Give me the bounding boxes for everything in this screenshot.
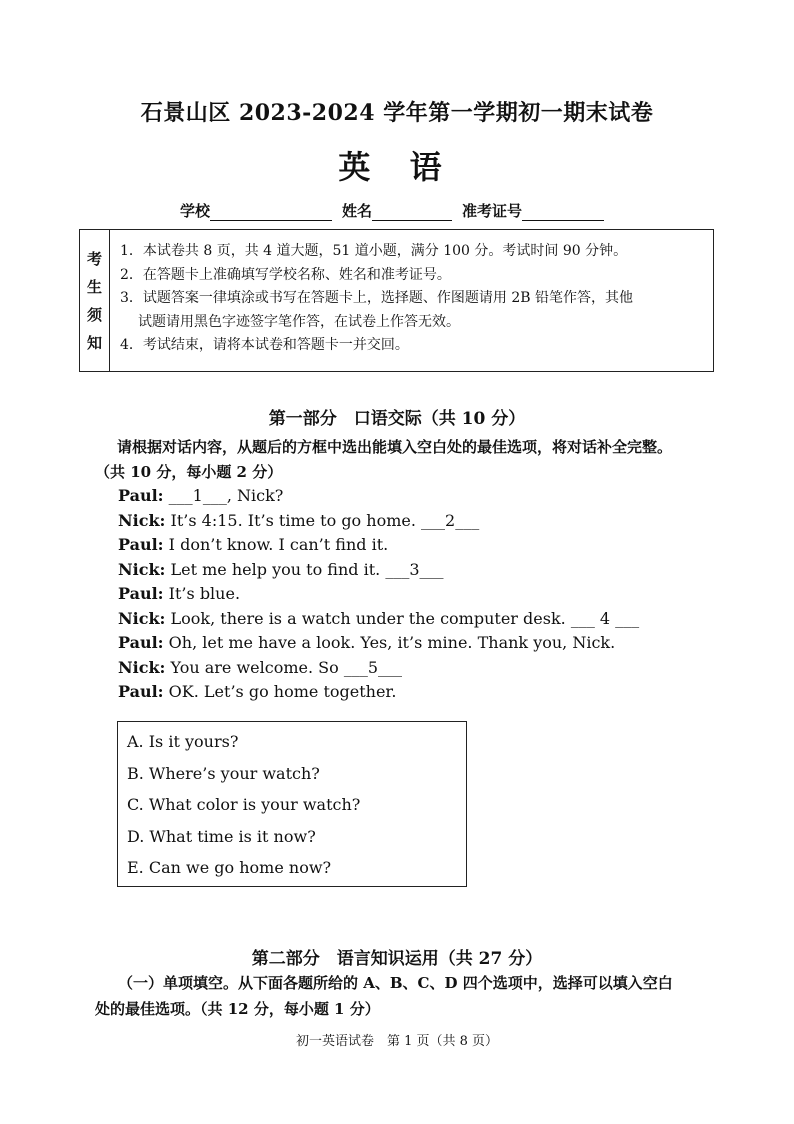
name-label: 姓名 bbox=[342, 202, 373, 220]
exam-id-field[interactable] bbox=[462, 200, 604, 221]
answer-option: B. Where’s your watch? bbox=[127, 763, 320, 783]
line-text: ___1___, Nick? bbox=[163, 486, 284, 505]
dialogue-line bbox=[118, 509, 639, 534]
speaker: Paul: bbox=[118, 486, 164, 505]
notice-item: 4．考试结束，请将本试卷和答题卡一并交回。 bbox=[120, 337, 409, 353]
speaker: Nick: bbox=[118, 559, 166, 579]
dialogue-line bbox=[118, 484, 639, 509]
notice-item: 3．试题答案一律填涂或书写在答题卡上，选择题、作图题请用 2B 铅笔作答，其他 bbox=[120, 290, 634, 306]
part2-instruction-cont: 处的最佳选项。（共 12 分，每小题 1 分） bbox=[95, 1000, 380, 1018]
answer-option: C. What color is your watch? bbox=[127, 795, 361, 814]
dialogue-line bbox=[118, 680, 639, 705]
speaker: Nick: bbox=[118, 608, 166, 628]
part1-instruction: 请根据对话内容，从题后的方框中选出能填入空白处的最佳选项，将对话补全完整。 bbox=[117, 438, 673, 456]
speaker: Paul: bbox=[118, 535, 164, 554]
line-text: It’s 4:15. It’s time to go home. ___2___ bbox=[165, 510, 480, 530]
speaker: Paul: bbox=[118, 633, 164, 652]
dialogue-line bbox=[118, 533, 639, 558]
line-text: Oh, let me have a look. Yes, it’s mine. Thank you, Nick. bbox=[163, 633, 616, 652]
school-blank[interactable] bbox=[210, 204, 332, 221]
school-field[interactable] bbox=[180, 200, 332, 221]
speaker: Nick: bbox=[118, 510, 166, 530]
dialogue-line bbox=[118, 582, 639, 607]
name-blank[interactable] bbox=[372, 204, 452, 221]
notice-items bbox=[120, 240, 710, 358]
part1-instruction-points: （共 10 分，每小题 2 分） bbox=[95, 463, 283, 481]
notice-label-char: 知 bbox=[86, 333, 102, 352]
exam-notice-box bbox=[79, 229, 714, 372]
speaker: Nick: bbox=[118, 657, 166, 677]
dialogue bbox=[118, 484, 639, 705]
subject-title: 英 语 bbox=[338, 148, 456, 186]
answer-option: E. Can we go home now? bbox=[127, 858, 332, 877]
student-info-row bbox=[180, 200, 604, 221]
part2-instruction: （一）单项填空。从下面各题所给的 A、B、C、D 四个选项中，选择可以填入空白 bbox=[118, 974, 673, 992]
notice-label-char: 生 bbox=[86, 277, 102, 296]
notice-item: 2．在答题卡上准确填写学校名称、姓名和准考证号。 bbox=[120, 266, 451, 283]
notice-label-char: 考 bbox=[86, 249, 102, 268]
part2-heading: 第二部分 语言知识运用（共 27 分） bbox=[251, 949, 543, 969]
page-footer: 初一英语试卷 第 1 页（共 8 页） bbox=[295, 1034, 499, 1049]
school-label: 学校 bbox=[180, 202, 211, 220]
dialogue-line bbox=[118, 631, 639, 656]
answer-option: D. What time is it now? bbox=[127, 826, 316, 846]
line-text: Look, there is a watch under the computer desk. ___ 4 ___ bbox=[165, 608, 640, 628]
speaker: Paul: bbox=[118, 682, 164, 701]
line-text: OK. Let’s go home together. bbox=[163, 682, 397, 701]
line-text: It’s blue. bbox=[163, 584, 241, 603]
exam-title: 石景山区 2023-2024 学年第一学期初一期末试卷 bbox=[140, 100, 654, 126]
exam-id-label: 准考证号 bbox=[462, 202, 523, 220]
dialogue-line bbox=[118, 558, 639, 583]
line-text: I don’t know. I can’t find it. bbox=[163, 535, 389, 554]
answer-options-box bbox=[117, 721, 467, 887]
notice-label bbox=[80, 230, 110, 371]
dialogue-line bbox=[118, 656, 639, 681]
speaker: Paul: bbox=[118, 584, 164, 603]
part1-heading: 第一部分 口语交际（共 10 分） bbox=[268, 409, 526, 429]
notice-item: 1．本试卷共 8 页，共 4 道大题，51 道小题，满分 100 分。考试时间 90 分钟。 bbox=[120, 243, 628, 259]
line-text: Let me help you to find it. ___3___ bbox=[165, 559, 444, 579]
name-field[interactable] bbox=[342, 200, 452, 221]
answer-option: A. Is it yours? bbox=[127, 732, 239, 751]
notice-label-char: 须 bbox=[86, 305, 102, 324]
line-text: You are welcome. So ___5___ bbox=[165, 657, 403, 677]
exam-id-blank[interactable] bbox=[522, 204, 604, 221]
dialogue-line bbox=[118, 607, 639, 632]
notice-item: 试题请用黑色字迹签字笔作答，在试卷上作答无效。 bbox=[138, 313, 460, 330]
